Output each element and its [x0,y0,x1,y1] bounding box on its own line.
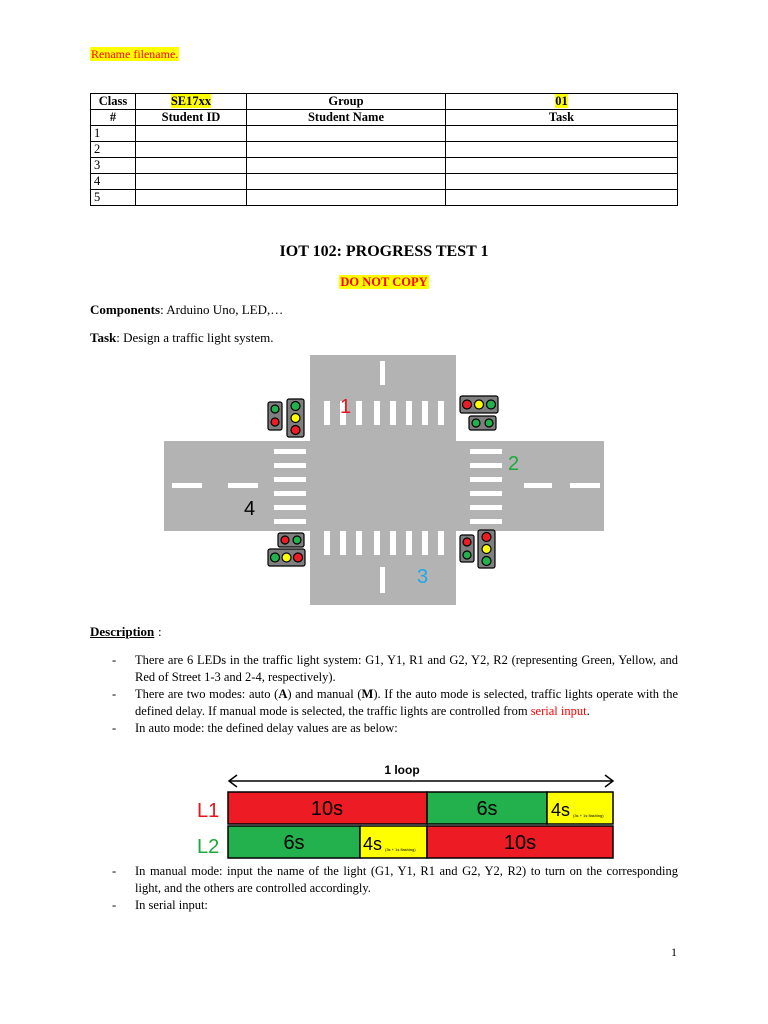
list-item: - In serial input: [112,898,208,912]
row-number: 5 [91,190,136,206]
l2-red-duration: 10s [503,832,537,854]
list-item: - There are 6 LEDs in the traffic light system: G1, Y1, R1 and G2, Y2, R2 (representing Green, Yellow, and Red of Street 1-3 and 2-4, respectively). [112,653,678,684]
student-name-cell[interactable] [247,142,446,158]
column-header: Student ID [136,110,247,126]
task-cell[interactable] [446,142,678,158]
table-row [91,126,678,142]
student-name-cell[interactable] [247,174,446,190]
student-name-cell[interactable] [247,190,446,206]
table-column-row [91,110,678,126]
description-list-continued [90,863,678,914]
l1-flash-note: (3s + 1s flashing) [573,813,604,818]
page-title: IOT 102: PROGRESS TEST 1 [279,243,489,260]
loop-label: 1 loop [384,763,420,777]
row-number: 2 [91,142,136,158]
description-colon: : [158,624,162,639]
student-name-cell[interactable] [247,126,446,142]
traffic-light-bottom-right [460,530,495,568]
column-header: Student Name [247,110,446,126]
l1-green-duration: 6s [476,798,498,820]
student-info-table [90,93,678,206]
components-label: Components [90,302,161,317]
table-row [91,142,678,158]
column-header: Task [446,110,678,126]
components-line [90,302,283,318]
traffic-light-bottom-left [268,533,305,566]
street-label-1: 1 [340,396,352,418]
task-cell[interactable] [446,174,678,190]
l1-red-duration: 10s [310,798,344,820]
description-heading: Description [90,624,155,639]
rename-note: Rename filename. [91,47,179,61]
row-number: 1 [91,126,136,142]
student-id-cell[interactable] [136,126,247,142]
lane-label-l2: L2 [197,836,220,858]
intersection-diagram [164,355,604,605]
description-list [90,652,678,737]
list-item: - In auto mode: the defined delay values are as below: [112,721,398,735]
do-not-copy-warning: DO NOT COPY [340,275,428,289]
task-cell[interactable] [446,158,678,174]
class-label: Class [91,94,136,110]
street-label-4: 4 [244,498,256,520]
traffic-light-top-left [268,399,304,437]
student-name-cell[interactable] [247,158,446,174]
list-item: - In manual mode: input the name of the light (G1, Y1, R1 and G2, Y2, R2) to turn on the corresponding light, and the others are controlled accordingly. [112,864,678,895]
task-cell[interactable] [446,126,678,142]
student-id-cell[interactable] [136,174,247,190]
task-cell[interactable] [446,190,678,206]
group-label: Group [247,94,446,110]
task-label: Task [90,330,117,345]
table-row [91,190,678,206]
timing-diagram [195,760,620,864]
traffic-light-top-right [460,396,498,430]
l2-flash-note: (3s + 1s flashing) [385,847,416,852]
l2-green-duration: 6s [283,832,305,854]
class-value: SE17xx [136,94,247,110]
task-text: : Design a traffic light system. [116,330,274,345]
column-header: # [91,110,136,126]
l1-yellow-duration: 4s [551,800,571,820]
student-id-cell[interactable] [136,190,247,206]
street-label-2: 2 [508,453,520,475]
components-text: : Arduino Uno, LED,… [160,302,284,317]
group-value: 01 [446,94,678,110]
student-id-cell[interactable] [136,158,247,174]
page-number: 1 [671,945,677,959]
table-row [91,174,678,190]
lane-label-l1: L1 [197,800,220,822]
row-number: 4 [91,174,136,190]
row-number: 3 [91,158,136,174]
street-label-3: 3 [417,566,429,588]
table-row [91,158,678,174]
list-item: - There are two modes: auto (A) and manual (M). If the auto mode is selected, traffic lights operate with the defined delay. If manual mode is selected, the traffic lights are controlled from serial input. [112,687,678,718]
task-line [90,330,273,346]
serial-input-text: serial input [530,704,587,718]
table-header-row [91,94,678,110]
student-id-cell[interactable] [136,142,247,158]
l2-yellow-duration: 4s [363,834,383,854]
